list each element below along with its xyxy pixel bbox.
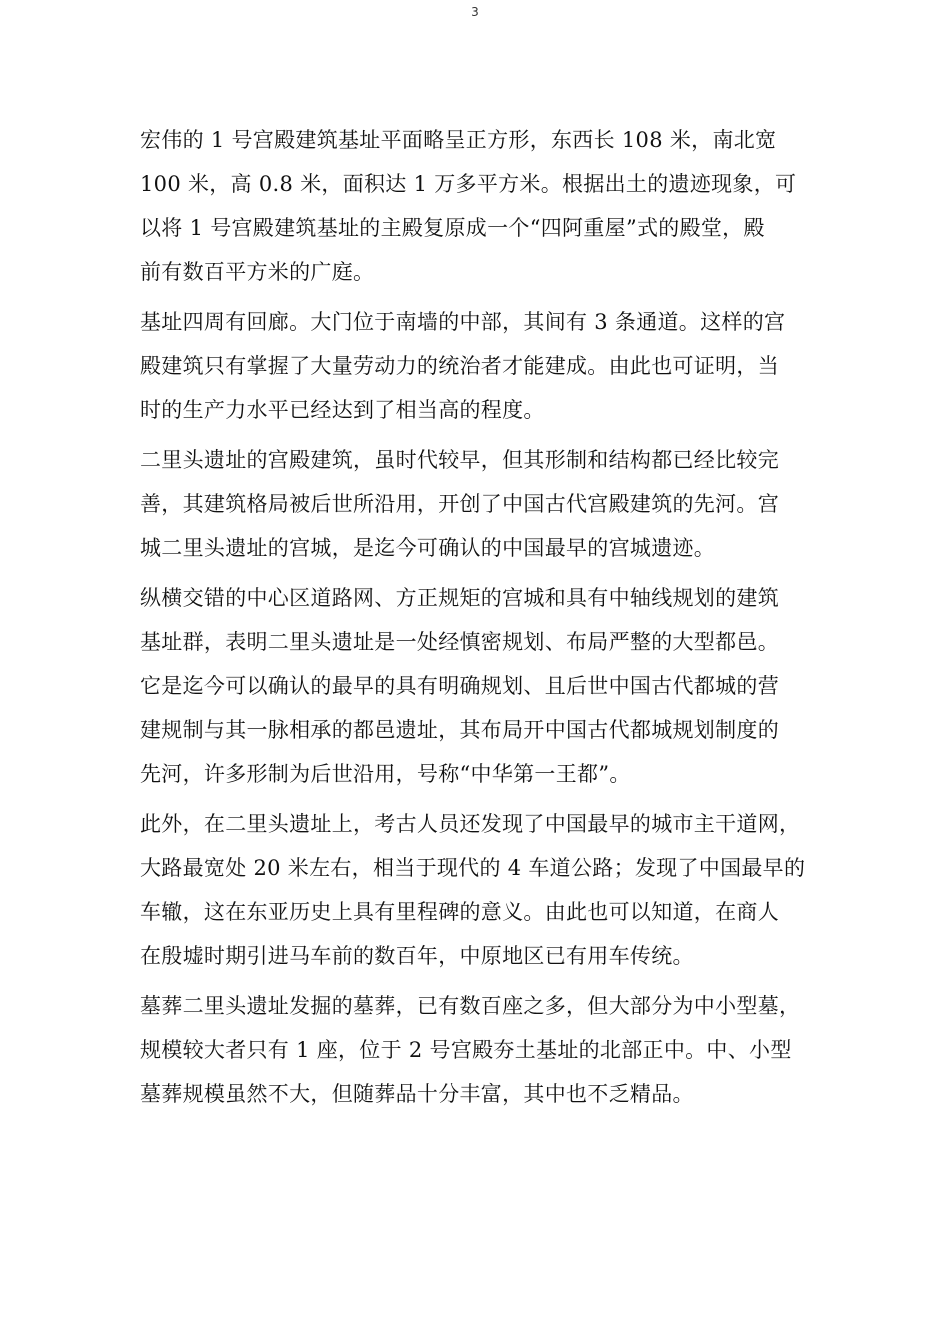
- text-line: 宏伟的 1 号宫殿建筑基址平面略呈正方形，东西长 108 米，南北宽: [140, 128, 777, 152]
- text-line: 时的生产力水平已经达到了相当高的程度。: [140, 398, 545, 422]
- text-line: 此外，在二里头遗址上，考古人员还发现了中国最早的城市主干道网，: [140, 812, 801, 836]
- text-line: 100 米，高 0.8 米，面积达 1 万多平方米。根据出土的遗迹现象，可: [140, 172, 797, 196]
- text-line: 基址四周有回廊。大门位于南墙的中部，其间有 3 条通道。这样的宫: [140, 310, 786, 334]
- paragraph-city-planning: [140, 576, 820, 796]
- paragraph-corridor: [140, 300, 820, 432]
- paragraph-tombs: [140, 984, 820, 1116]
- text-line: 建规制与其一脉相承的都邑遗址，其布局开中国古代都城规划制度的: [140, 718, 779, 742]
- text-line: 先河，许多形制为后世沿用，号称“中华第一王都”。: [140, 762, 631, 786]
- text-line: 殿建筑只有掌握了大量劳动力的统治者才能建成。由此也可证明，当: [140, 354, 779, 378]
- text-line: 前有数百平方米的广庭。: [140, 260, 375, 284]
- text-line: 在殷墟时期引进马车前的数百年，中原地区已有用车传统。: [140, 944, 694, 968]
- paragraph-palace-foundation: [140, 118, 820, 294]
- paragraph-roads-and-ruts: [140, 802, 820, 978]
- text-line: 墓葬规模虽然不大，但随葬品十分丰富，其中也不乏精品。: [140, 1082, 694, 1106]
- text-line: 墓葬二里头遗址发掘的墓葬，已有数百座之多，但大部分为中小型墓，: [140, 994, 801, 1018]
- document-body: [140, 118, 820, 1116]
- page-number: 3: [471, 5, 479, 19]
- text-line: 纵横交错的中心区道路网、方正规矩的宫城和具有中轴线规划的建筑: [140, 586, 779, 610]
- text-line: 规模较大者只有 1 座，位于 2 号宫殿夯土基址的北部正中。中、小型: [140, 1038, 792, 1062]
- text-line: 二里头遗址的宫殿建筑，虽时代较早，但其形制和结构都已经比较完: [140, 448, 779, 472]
- text-line: 大路最宽处 20 米左右，相当于现代的 4 车道公路；发现了中国最早的: [140, 856, 806, 880]
- paragraph-palace-architecture: [140, 438, 820, 570]
- text-line: 善，其建筑格局被后世所沿用，开创了中国古代宫殿建筑的先河。宫: [140, 492, 779, 516]
- text-line: 以将 1 号宫殿建筑基址的主殿复原成一个“四阿重屋”式的殿堂，殿: [140, 216, 765, 240]
- text-line: 基址群，表明二里头遗址是一处经慎密规划、布局严整的大型都邑。: [140, 630, 779, 654]
- text-line: 它是迄今可以确认的最早的具有明确规划、且后世中国古代都城的营: [140, 674, 779, 698]
- text-line: 城二里头遗址的宫城，是迄今可确认的中国最早的宫城遗迹。: [140, 536, 716, 560]
- text-line: 车辙，这在东亚历史上具有里程碑的意义。由此也可以知道，在商人: [140, 900, 779, 924]
